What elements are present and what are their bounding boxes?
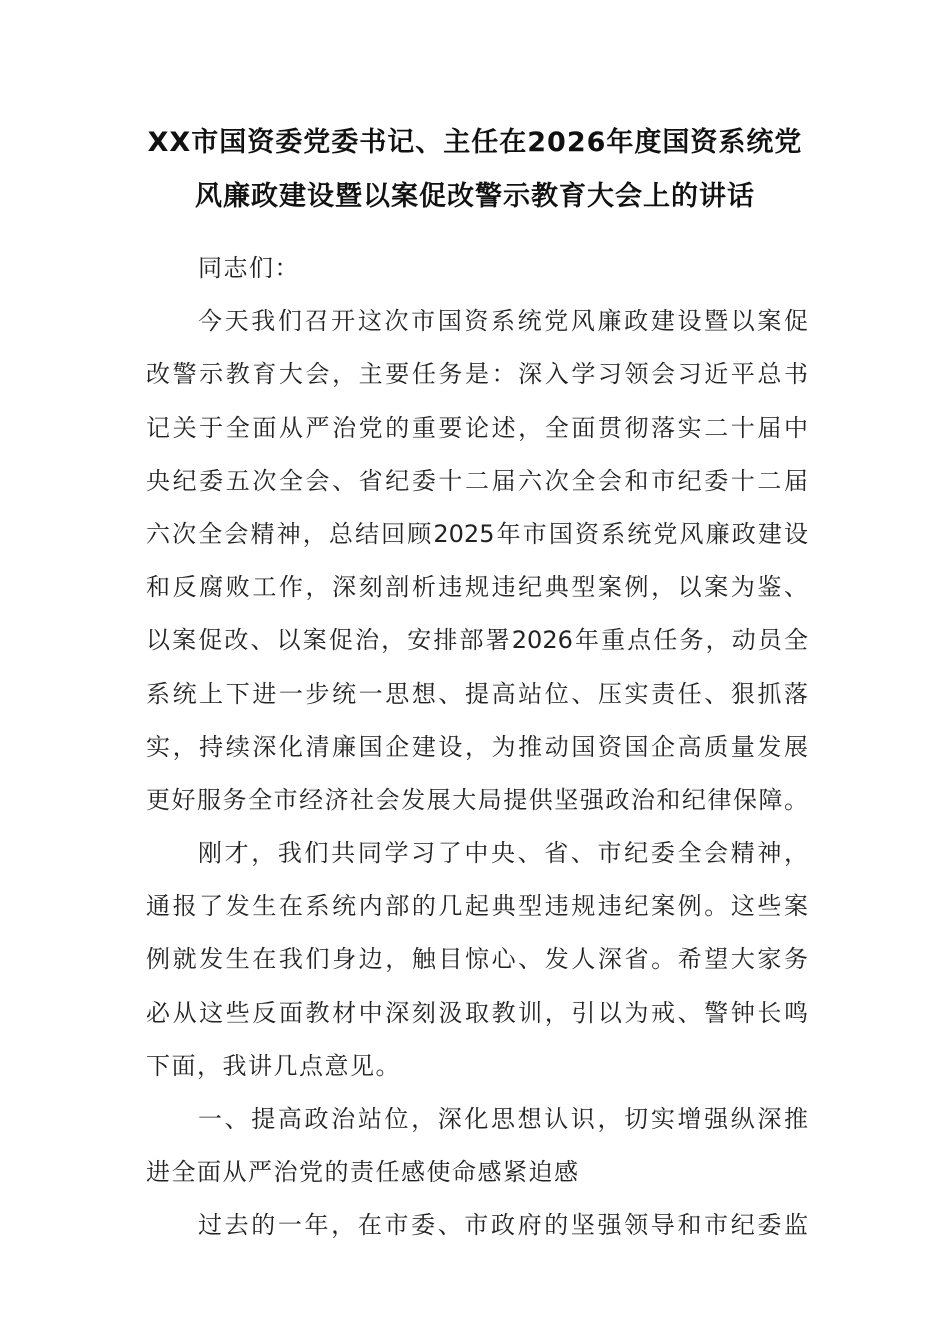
paragraph-2-line: 下面，我讲几点意见。 [146, 1051, 401, 1080]
paragraph-1-line: 央纪委五次全会、省纪委十二届六次全会和市纪委十二届 [146, 466, 808, 495]
paragraph-2-line: 例就发生在我们身边，触目惊心、发人深省。希望大家务 [146, 945, 808, 974]
section-heading-line: 一、提高政治站位，深化思想认识，切实增强纵深推 [198, 1105, 808, 1133]
paragraph-1-line: 六次全会精神，总结回顾2025年市国资系统党风廉政建设 [146, 519, 808, 548]
paragraph-2-line: 刚才，我们共同学习了中央、省、市纪委全会精神， [198, 839, 808, 868]
document-title [140, 116, 810, 224]
salutation: 同志们： [198, 254, 300, 282]
paragraph-1-line: 实，持续深化清廉国企建设，为推动国资国企高质量发展 [146, 732, 808, 761]
paragraph-1-line: 记关于全面从严治党的重要论述，全面贯彻落实二十届中 [146, 413, 808, 442]
paragraph-2-line: 必从这些反面教材中深刻汲取教训，引以为戒、警钟长鸣 [146, 998, 808, 1027]
paragraph-1-line: 更好服务全市经济社会发展大局提供坚强政治和纪律保障。 [146, 785, 808, 814]
document-body [146, 242, 808, 1253]
paragraph-1-line: 系统上下进一步统一思想、提高站位、压实责任、狠抓落 [146, 679, 808, 708]
paragraph-1-line: 以案促改、以案促治，安排部署2026年重点任务，动员全 [146, 626, 808, 655]
title-line-2: 风廉政建设暨以案促改警示教育大会上的讲话 [195, 181, 755, 212]
paragraph-1-line: 今天我们召开这次市国资系统党风廉政建设暨以案促 [198, 307, 808, 336]
paragraph-1-line: 改警示教育大会，主要任务是：深入学习领会习近平总书 [146, 360, 808, 389]
section-heading-line: 进全面从严治党的责任感使命感紧迫感 [146, 1158, 580, 1187]
title-line-1: XX市国资委党委书记、主任在2026年度国资系统党 [147, 127, 803, 158]
paragraph-3-line: 过去的一年，在市委、市政府的坚强领导和市纪委监 [198, 1211, 808, 1240]
paragraph-2-line: 通报了发生在系统内部的几起典型违规违纪案例。这些案 [146, 892, 808, 921]
paragraph-1-line: 和反腐败工作，深刻剖析违规违纪典型案例，以案为鉴、 [146, 573, 808, 602]
